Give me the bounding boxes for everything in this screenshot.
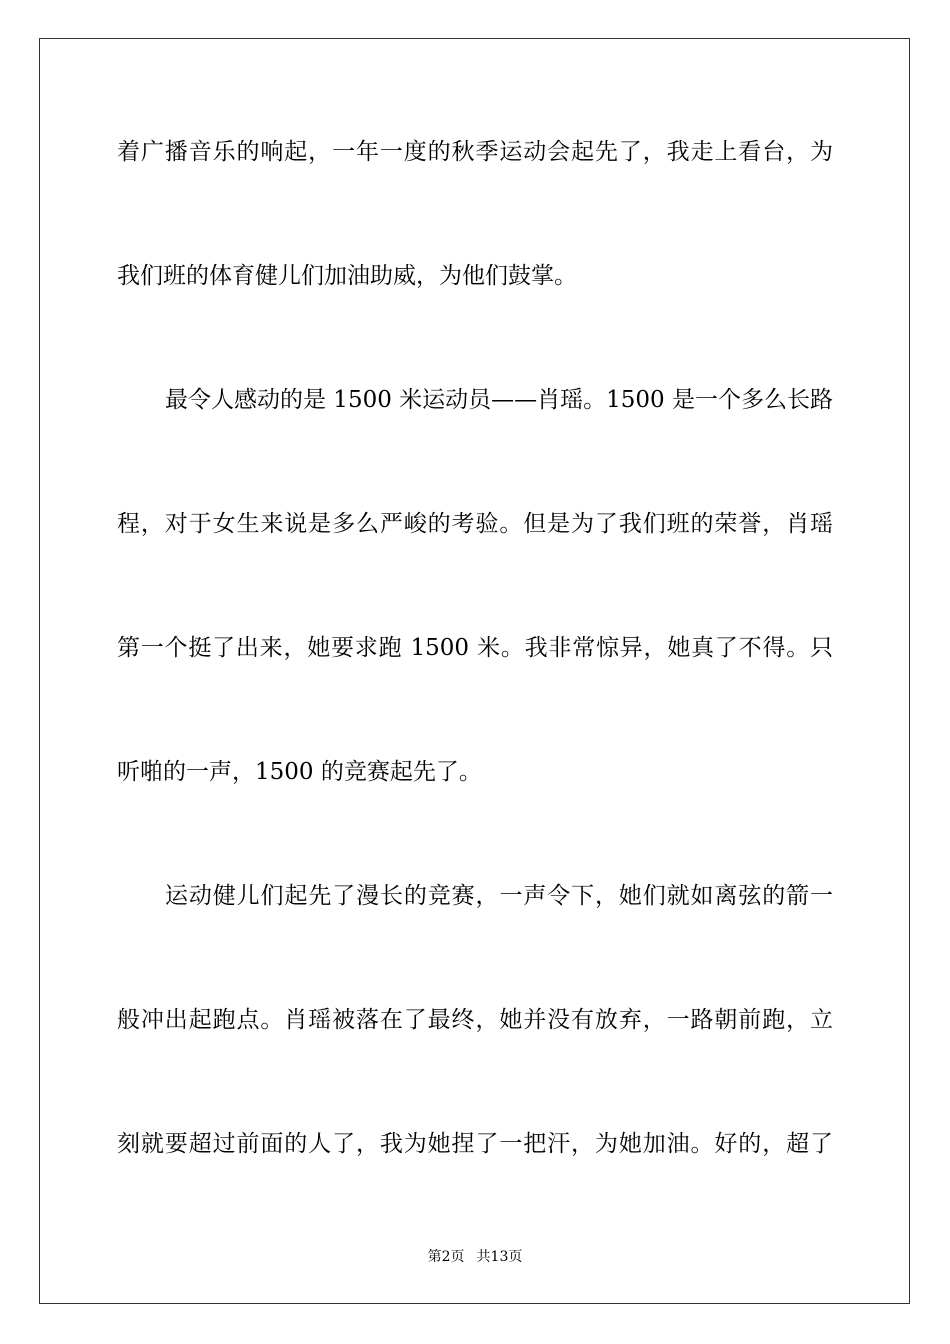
text-line-5: 第一个挺了出来，她要求跑 1500 米。我非常惊异，她真了不得。只 bbox=[117, 635, 833, 661]
text-line-7: 运动健儿们起先了漫长的竞赛，一声令下，她们就如离弦的箭一 bbox=[165, 883, 833, 909]
page-total: 共13页 bbox=[476, 1249, 523, 1265]
text-line-2: 我们班的体育健儿们加油助威，为他们鼓掌。 bbox=[117, 263, 577, 289]
text-line-3: 最令人感动的是 1500 米运动员——肖瑶。1500 是一个多么长路 bbox=[165, 387, 833, 413]
page-footer bbox=[0, 1248, 950, 1266]
text-line-4: 程，对于女生来说是多么严峻的考验。但是为了我们班的荣誉，肖瑶 bbox=[117, 511, 833, 537]
page-border bbox=[39, 38, 910, 1304]
text-line-9: 刻就要超过前面的人了，我为她捏了一把汗，为她加油。好的，超了 bbox=[117, 1131, 833, 1157]
text-line-8: 般冲出起跑点。肖瑶被落在了最终，她并没有放弃，一路朝前跑，立 bbox=[117, 1007, 833, 1033]
page-number: 第2页 bbox=[427, 1249, 465, 1265]
text-line-1: 着广播音乐的响起，一年一度的秋季运动会起先了，我走上看台，为 bbox=[117, 139, 833, 165]
text-line-6: 听啪的一声，1500 的竞赛起先了。 bbox=[117, 759, 482, 785]
